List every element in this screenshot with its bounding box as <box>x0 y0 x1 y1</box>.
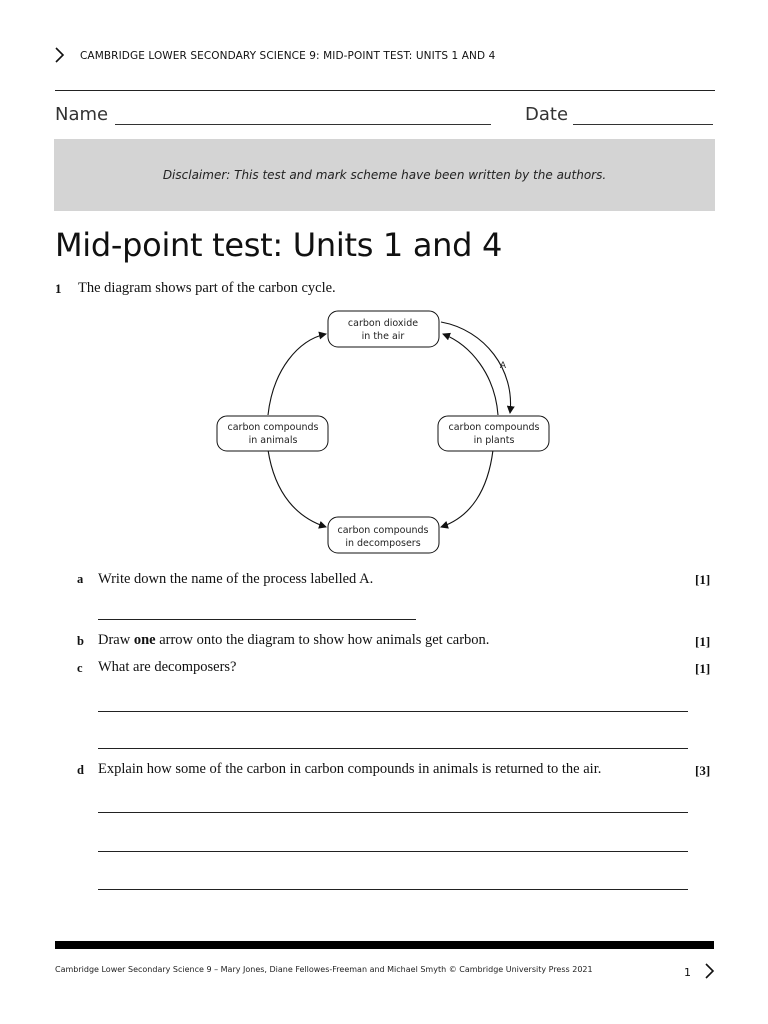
arrow-animals-to-decomposers <box>268 450 326 527</box>
carbon-cycle-diagram <box>213 305 553 555</box>
chevron-right-icon[interactable] <box>703 962 715 980</box>
part-letter: a <box>77 572 84 586</box>
part-b-text: Draw one arrow onto the diagram to show how animals get carbon. <box>98 632 490 648</box>
marks-label: [1] <box>695 661 711 676</box>
page-title: Mid-point test: Units 1 and 4 <box>55 226 503 264</box>
answer-line[interactable] <box>98 851 688 852</box>
node-label: in decomposers <box>345 538 421 549</box>
answer-line[interactable] <box>98 711 688 712</box>
marks-label: [1] <box>695 634 711 649</box>
page-number: 1 <box>684 966 691 979</box>
header-rule <box>55 90 715 91</box>
node-label: carbon compounds <box>337 525 429 536</box>
answer-line[interactable] <box>98 889 688 890</box>
question-number: 1 <box>55 281 62 296</box>
arrow-plants-to-air <box>443 334 498 415</box>
name-label: Name <box>55 104 109 125</box>
footer-bar <box>55 941 714 949</box>
footer-credit: Cambridge Lower Secondary Science 9 – Mary Jones, Diane Fellowes-Freeman and Michael Smyth © Cambridge University Press 2021 <box>55 965 593 974</box>
name-date-row <box>55 104 715 130</box>
marks-label: [1] <box>695 572 711 587</box>
node-label: in animals <box>248 435 298 446</box>
part-a-text: Write down the name of the process labelled A. <box>98 571 374 587</box>
answer-line[interactable] <box>98 748 688 749</box>
node-label: carbon compounds <box>227 422 319 433</box>
part-letter: b <box>77 634 84 648</box>
node-label: in plants <box>473 435 515 446</box>
disclaimer-box <box>54 139 715 211</box>
arrow-animals-to-air <box>268 334 326 415</box>
chevron-right-icon <box>52 46 66 64</box>
date-label: Date <box>525 104 569 125</box>
part-letter: c <box>77 661 83 675</box>
part-letter: d <box>77 763 84 777</box>
node-label: in the air <box>361 331 405 342</box>
question-stem: The diagram shows part of the carbon cycle. <box>78 280 336 296</box>
arrow-plants-to-decomposers <box>441 450 493 527</box>
date-field[interactable] <box>573 124 713 125</box>
disclaimer-text: Disclaimer: This test and mark scheme have been written by the authors. <box>162 168 607 182</box>
part-c-text: What are decomposers? <box>98 659 237 675</box>
running-header: CAMBRIDGE LOWER SECONDARY SCIENCE 9: MID-POINT TEST: UNITS 1 AND 4 <box>80 50 496 62</box>
node-label: carbon dioxide <box>347 318 419 329</box>
name-field[interactable] <box>115 124 491 125</box>
answer-line[interactable] <box>98 812 688 813</box>
marks-label: [3] <box>695 763 711 778</box>
arrow-label-a: A <box>499 361 507 371</box>
answer-line[interactable] <box>98 619 416 620</box>
part-d-text: Explain how some of the carbon in carbon compounds in animals is returned to the air. <box>98 761 602 777</box>
node-label: carbon compounds <box>448 422 540 433</box>
